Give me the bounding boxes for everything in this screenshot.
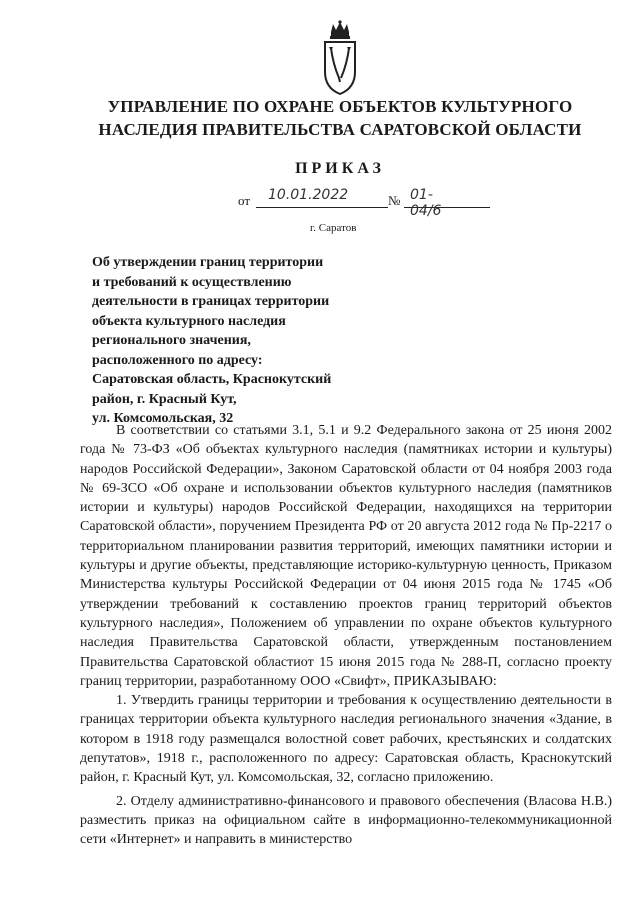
organization-name (80, 95, 600, 141)
order-item-2: 2. Отделу административно-финансового и правового обеспечения (Власова Н.В.) разместить приказ на официальном сайте в информационно-телекоммуникационной сети «Интернет» и направить в министерство (80, 793, 612, 848)
subject-line: район, г. Красный Кут, (92, 391, 237, 407)
city: г. Саратов (310, 222, 357, 234)
date-label: от (238, 193, 251, 208)
number-label: № (388, 193, 401, 208)
document-type: ПРИКАЗ (295, 160, 385, 177)
organization-name-line1: УПРАВЛЕНИЕ ПО ОХРАНЕ ОБЪЕКТОВ КУЛЬТУРНОГО (107, 97, 573, 116)
subject-line: деятельности в границах территории (92, 294, 330, 309)
preamble-paragraph: В соответствии со статьями 3.1, 5.1 и 9.2 Федерального закона от 25 июня 2002 года № 73-ФЗ «Об объектах культурного наследия (памятниках истории и культуры) народов Российской Федерации», Законом Саратовской области от 04 ноября 2003 года № 69-ЗСО «Об охране и использовании объектов культурного наследия (памятников истории и культуры) народов Российской Федерации, находящихся на территории Саратовской области», поручением Президента РФ от 20 августа 2012 года № Пр-2217 о территориальном планировании развития территорий, имеющих памятники истории и культуры и другие объекты, представляющие историко-культурную ценность, Приказом Министерства культуры Российской Федерации от 04 июня 2015 года № 1745 «Об утверждении требований к составлению проектов границ территорий объектов культурного наследия», Положением об управлении по охране объектов культурного наследия Правительства Саратовской области, утвержденным постановлением Правительства Саратовской областиот 15 июня 2015 года № 288-П, согласно проекту границ территории, разработанному ООО «Свифт», ПРИКАЗЫВАЮ: (80, 423, 612, 689)
date-underline (256, 207, 388, 208)
organization-name-line2: НАСЛЕДИЯ ПРАВИТЕЛЬСТВА САРАТОВСКОЙ ОБЛАСТИ (98, 120, 582, 139)
order-item-1: 1. Утвердить границы территории и требования к осуществлению деятельности в границах территории объекта культурного наследия регионального значения «Здание, в котором в 1918 году размещался волостной совет рабочих, крестьянских и солдатских депутатов», 1918 г., расположенного по адресу: Саратовская область, Краснокутский район, г. Красный Кут, ул. Комсомольская, 32, согласно приложению. (80, 693, 612, 786)
subject-line: объекта культурного наследия (92, 313, 286, 329)
document-body (80, 421, 612, 850)
subject-line: Об утверждении границ территории (92, 255, 324, 270)
number-value: 01-04/6 (410, 187, 442, 219)
document-subject (92, 253, 392, 429)
subject-line: ул. Комсомольская, 32 (92, 411, 234, 426)
date-value: 10.01.2022 (268, 187, 349, 203)
subject-line: и требований к осуществлению (92, 274, 292, 290)
subject-line: расположенного по адресу: (92, 352, 263, 368)
saratov-coat-of-arms-icon (318, 20, 362, 98)
subject-line: Саратовская область, Краснокутский (92, 372, 332, 387)
subject-line: регионального значения, (92, 333, 251, 348)
